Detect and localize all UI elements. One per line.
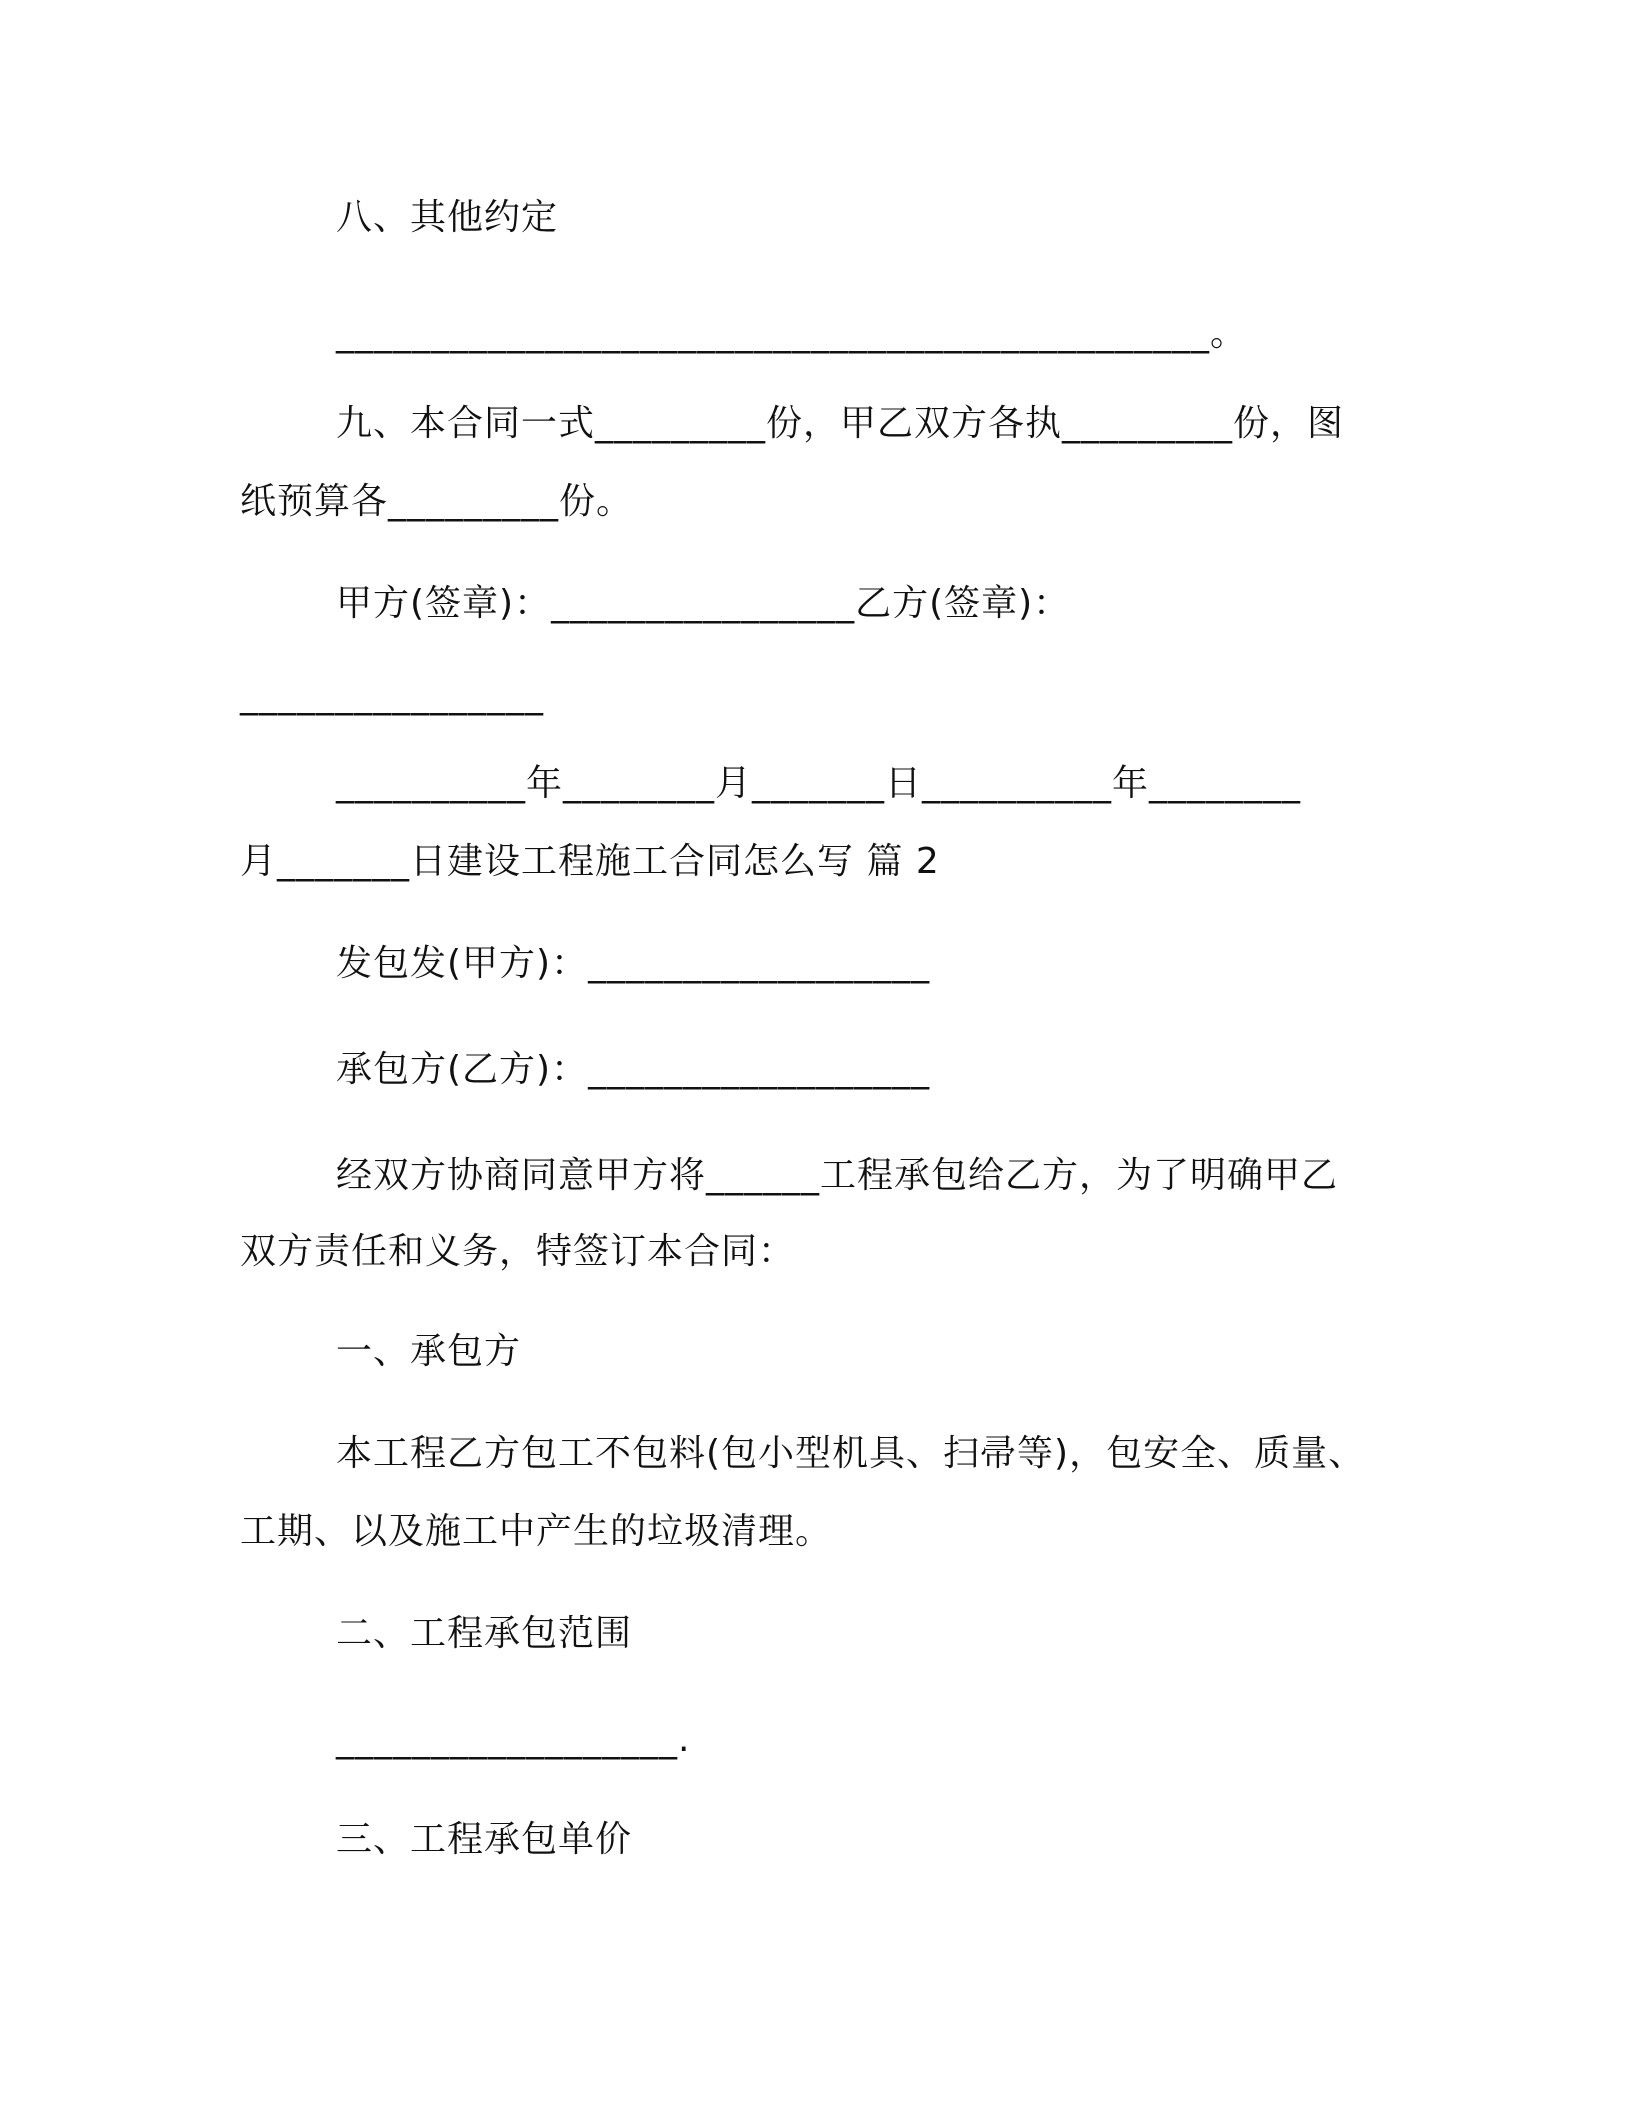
section-heading-contractor: 一、承包方 <box>336 1331 522 1372</box>
clause-copies-line-1: 九、本合同一式_________份，甲乙双方各执_________份，图 <box>336 403 1345 444</box>
date-line-1: __________年________月_______日__________年________ <box>336 763 1301 804</box>
contractor-line: 承包方(乙方)：__________________ <box>336 1049 931 1090</box>
signature-blank-line: ________________ <box>240 675 544 716</box>
date-line-2: 月_______日建设工程施工合同怎么写 篇 2 <box>240 841 940 882</box>
section-heading-scope: 二、工程承包范围 <box>336 1613 633 1654</box>
clause-copies-line-2: 纸预算各_________份。 <box>240 481 634 522</box>
signature-line: 甲方(签章)：________________乙方(签章)： <box>336 583 1071 624</box>
intro-paragraph-line-1: 经双方协商同意甲方将______工程承包给乙方，为了明确甲乙 <box>336 1155 1339 1196</box>
blank-line: ______________________________________________。 <box>336 313 1247 354</box>
contractor-scope-line-2: 工期、以及施工中产生的垃圾清理。 <box>240 1511 833 1552</box>
scope-blank-line: __________________. <box>336 1719 691 1760</box>
intro-paragraph-line-2: 双方责任和义务，特签订本合同： <box>240 1231 796 1272</box>
contractor-scope-line-1: 本工程乙方包工不包料(包小型机具、扫帚等)，包安全、质量、 <box>336 1433 1366 1474</box>
section-heading-unit-price: 三、工程承包单价 <box>336 1819 633 1860</box>
section-heading-other-agreements: 八、其他约定 <box>336 197 559 238</box>
employer-line: 发包发(甲方)：__________________ <box>336 943 931 984</box>
